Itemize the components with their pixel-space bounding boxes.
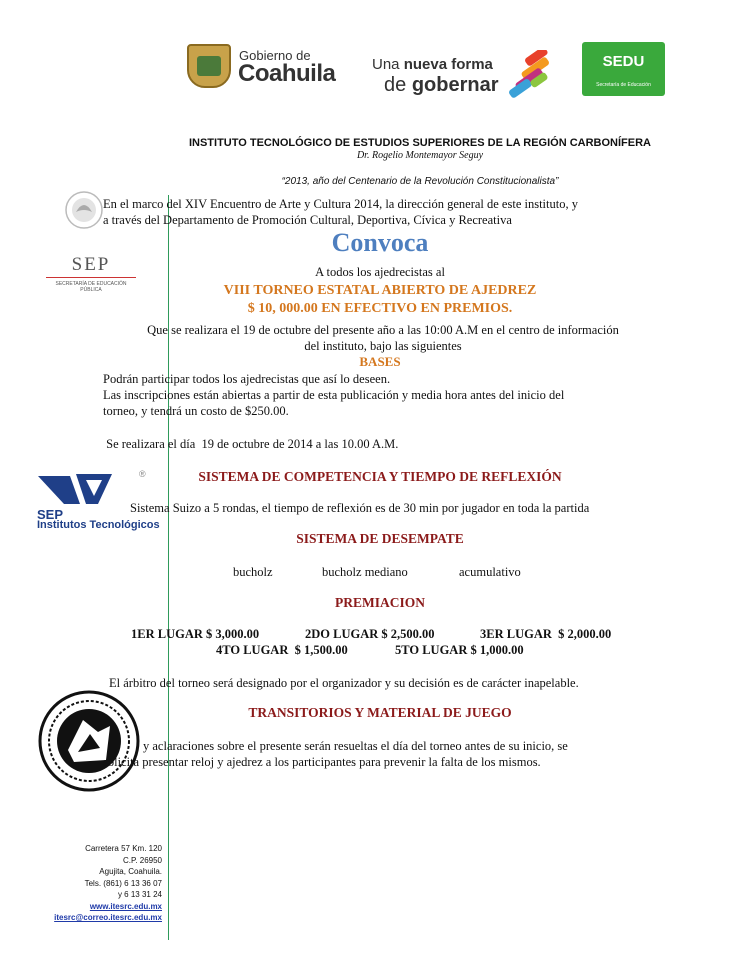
sedu-subtitle: Secretaría de Educación [596, 82, 651, 88]
coahuila-shield-icon [187, 44, 231, 88]
tiebreak-item-bucholz-mediano: bucholz mediano [322, 565, 408, 579]
contact-phone-2: y 6 13 31 24 [117, 890, 162, 899]
website-link[interactable]: www.itesrc.edu.mx [89, 901, 162, 911]
competition-text: Sistema Suizo a 5 rondas, el tiempo de reflexión es de 30 min por jugador en toda la partida [130, 501, 590, 515]
gobierno-de-label: Gobierno de [239, 48, 311, 63]
registered-mark: ® [139, 469, 146, 479]
tiebreak-heading: SISTEMA DE DESEMPATE [296, 531, 464, 546]
nueva-forma-line2: de gobernar [384, 74, 499, 96]
transitory-line-2: solicita presentar reloj y ajedrez a los participantes para prevenir la falta de los mismos. [103, 755, 541, 769]
nueva-forma-logo [372, 50, 562, 105]
institute-seal-icon [38, 690, 140, 792]
coahuila-label: Coahuila [238, 60, 336, 87]
contact-postal-code: C.P. 26950 [123, 855, 162, 865]
bases-line-1: Podrán participar todos los ajedrecistas que así lo deseen. [103, 372, 391, 386]
prizes-heading: PREMIACION [335, 595, 425, 610]
sep-it-label: SEP [37, 507, 64, 522]
sep-logo-text: SEP [71, 254, 111, 275]
sep-divider [46, 277, 136, 278]
intro-line-2: a través del Departamento de Promoción Cultural, Deportiva, Cívica y Recreativa [103, 213, 512, 227]
contact-phone-1: Tels. (861) 6 13 36 07 [84, 878, 162, 888]
location-line-1: Que se realizara el 19 de octubre del presente año a las 10:00 A.M en el centro de información [147, 323, 619, 337]
bases-line-3: torneo, y tendrá un costo de $250.00. [103, 404, 289, 418]
tiebreak-item-bucholz: bucholz [233, 565, 273, 579]
intro-line-1: En el marco del XIV Encuentro de Arte y Cultura 2014, la dirección general de este instituto, y [103, 197, 578, 211]
competition-heading: SISTEMA DE COMPETENCIA Y TIEMPO DE REFLEXIÓN [198, 469, 562, 484]
prize-total: $ 10, 000.00 EN EFECTIVO EN PREMIOS. [247, 301, 513, 316]
transitory-line-1: y aclaraciones sobre el presente serán resueltas el día del torneo antes de su inicio, se [143, 739, 568, 753]
tournament-title: VIII TORNEO ESTATAL ABIERTO DE AJEDREZ [223, 283, 537, 298]
bases-line-2: Las inscripciones están abiertas a partir de esta publicación y media hora antes del inicio del [103, 388, 565, 402]
sedu-title: SEDU [602, 53, 645, 70]
prize-5th: 5TO LUGAR $ 1,000.00 [395, 643, 524, 657]
transitory-heading: TRANSITORIOS Y MATERIAL DE JUEGO [248, 705, 512, 720]
sedu-logo [582, 42, 665, 96]
contact-address: Carretera 57 Km. 120 [85, 844, 162, 853]
location-line-2: del instituto, bajo las siguientes [304, 339, 462, 353]
prize-3rd: 3ER LUGAR $ 2,000.00 [480, 627, 612, 641]
prize-1st: 1ER LUGAR $ 3,000.00 [131, 627, 260, 641]
email-link[interactable]: itesrc@correo.itesrc.edu.mx [54, 913, 162, 922]
colorful-stripes-icon [502, 50, 557, 102]
institute-name: INSTITUTO TECNOLÓGICO DE ESTUDIOS SUPERIORES DE LA REGIÓN CARBONÍFERA [188, 137, 652, 149]
gobierno-coahuila-logo [187, 44, 347, 90]
contact-city: Agujita, Coahuila. [99, 867, 162, 876]
bases-heading: BASES [359, 354, 401, 369]
tiebreak-item-acumulativo: acumulativo [459, 565, 521, 579]
director-name: Dr. Rogelio Montemayor Seguy [356, 150, 484, 161]
bases-date: Se realizara el día 19 de octubre de 2014 a las 10.00 A.M. [103, 437, 399, 451]
nueva-forma-line1: Una nueva forma [372, 56, 493, 73]
sep-subtitle: SECRETARÍA DE EDUCACIÓN PÚBLICA [55, 281, 127, 293]
contact-block [36, 843, 162, 924]
mexico-eagle-seal-icon [64, 190, 104, 230]
institutos-tecnologicos-logo-icon [36, 470, 116, 510]
arbiter-text: El árbitro del torneo será designado por el organizador y su decisión es de carácter inapelable. [109, 676, 579, 690]
year-motto: “2013, año del Centenario de la Revolución Constitucionalista” [281, 176, 559, 187]
prize-4th: 4TO LUGAR $ 1,500.00 [216, 643, 348, 657]
institutos-tecnologicos-label: Institutos Tecnológicos [37, 519, 160, 531]
to-all-chess-players: A todos los ajedrecistas al [315, 265, 445, 279]
prize-2nd: 2DO LUGAR $ 2,500.00 [305, 627, 435, 641]
convoca-heading: Convoca [331, 228, 429, 257]
